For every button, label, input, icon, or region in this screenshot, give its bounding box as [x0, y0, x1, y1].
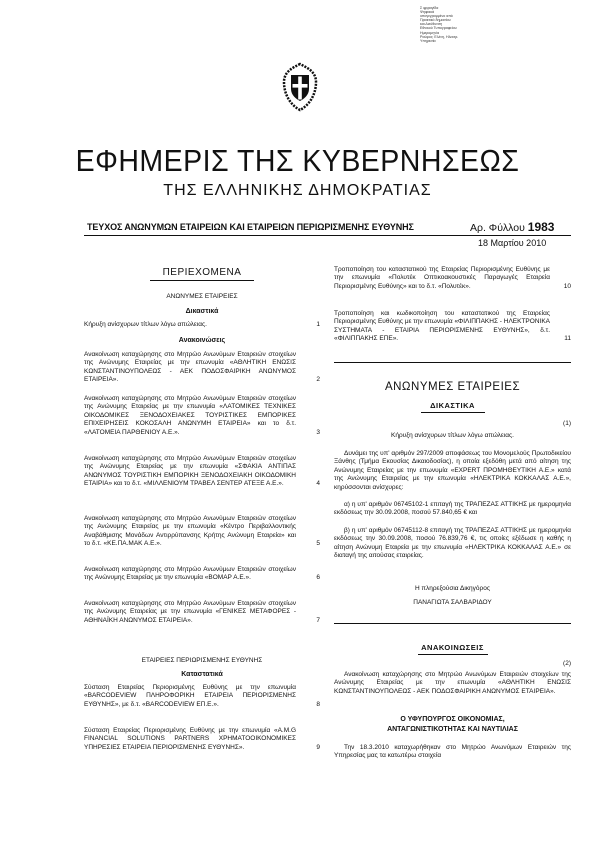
signature-role: Η πληρεξούσια Δικηγόρος	[415, 585, 490, 592]
stamp-line: υπογεγραμμένο από	[420, 14, 453, 19]
toc-entry-text: Ανακοίνωση καταχώρησης στο Μητρώο Ανωνύμων Εταιρειών στοιχείων της Ανώνυμης Εταιρείας με την επωνυμία «ΑΘΛΗΤΙΚΗ ΕΝΩΣΙΣ ΚΩΝΣΤΑΝΤΙΝΟΥΠΟΛΕΩΣ - ΑΕΚ ΠΟΔΟΣΦΑΙΡΙΚΗ ΑΝΩΝΥΜΟΣ ΕΤΑΙΡΕΙΑ».	[84, 351, 296, 384]
sheet-value: 1983	[527, 220, 555, 234]
stamp-line: και Διεύθυνση	[420, 22, 443, 27]
stamp-line: Σ φρραγίδα	[420, 6, 439, 10]
stamp-line: Εθνικού Τυπογραφείου	[420, 26, 457, 31]
toc-section-sa: ΑΝΩΝΥΜΕΣ ΕΤΑΙΡΕΙΕΣ	[166, 293, 238, 300]
coat-of-arms-icon	[280, 62, 320, 112]
toc-title-rule	[150, 280, 254, 281]
digital-signature-stamp	[420, 6, 490, 43]
toc-entry-text: Σύσταση Εταιρείας Περιορισμένης Ευθύνης με την επωνυμία «A.M.G FINANCIAL SOLUTIONS PARTNERS ΧΡΗΜΑΤΟΟΙΚΟΝΟΜΙΚΕΣ ΥΠΗΡΕΣΙΕΣ ΕΤΑΙΡΕΙΑ ΠΕΡΙΟΡΙΣΜΕΝΗΣ ΕΥΘΥΝΗΣ».	[84, 727, 296, 751]
toc-entry-text: Ανακοίνωση καταχώρησης στο Μητρώο Ανωνύμων Εταιρειών στοιχείων της Ανώνυμης Εταιρείας με την επωνυμία «ΛΑΤΟΜΙΚΕΣ ΤΕΧΝΙΚΕΣ ΟΙΚΟΔΟΜΙΚΕΣ ΞΕΝΟΔΟΧΕΙΑΚΕΣ ΤΟΥΡΙΣΤΙΚΕΣ ΕΜΠΟΡΙΚΕΣ ΕΠΙΧΕΙΡΗΣΕΙΣ ΚΟΚΟΣΑΛΗ ΑΝΩΝΥΜΗ ΕΤΑΙΡΕΙΑ» και το δ.τ. «ΛΑΤΟΜΕΙΑ ΠΑΡΘΕΝΙΟΥ Α.Ε.».	[84, 395, 296, 436]
toc-entry[interactable]	[84, 684, 320, 709]
toc-entry[interactable]	[84, 600, 320, 625]
heading-underline	[421, 412, 485, 413]
section-heading-sa: ΑΝΩΝΥΜΕΣ ΕΤΑΙΡΕΙΕΣ	[384, 381, 521, 393]
toc-entry-text: Ανακοίνωση καταχώρησης στο Μητρώο Ανωνύμων Εταιρειών στοιχείων της Ανώνυμης Εταιρείας με την επωνυμία «ΒΟΜΑΡ Α.Ε.».	[84, 566, 296, 582]
toc-entry-page: 4	[316, 480, 320, 488]
toc-entry-page: 7	[316, 616, 320, 624]
toc-entry-text: Κήρυξη ανίσχυρων τίτλων λόγω απώλειας.	[84, 321, 207, 328]
sheet-number	[470, 220, 554, 234]
notice-number: (1)	[563, 420, 571, 427]
toc-entry[interactable]	[84, 321, 320, 329]
toc-entry[interactable]	[334, 266, 571, 291]
stamp-line: Πρακτικό δημοσίου	[420, 18, 451, 23]
authority-heading: Ο ΥΦΥΠΟΥΡΓΟΣ ΟΙΚΟΝΟΜΙΑΣ,	[400, 716, 505, 723]
toc-entry[interactable]	[84, 566, 320, 583]
notice-title: Κήρυξη ανίσχυρων τίτλων λόγω απώλειας.	[391, 432, 514, 439]
section-heading-judicial: ΔΙΚΑΣΤΙΚΑ	[430, 401, 475, 410]
section-heading-announcements: ΑΝΑΚΟΙΝΩΣΕΙΣ	[421, 643, 484, 652]
toc-entry-text: Ανακοίνωση καταχώρησης στο Μητρώο Ανωνύμων Εταιρειών στοιχείων της Ανώνυμης Εταιρείας με την επωνυμία «ΣΦΑΚΙΑ ΑΝΤΙΠΑΣ ΑΝΩΝΥΜΟΣ ΤΟΥΡΙΣΤΙΚΗ ΕΜΠΟΡΙΚΗ ΞΕΝΟΔΟΧΕΙΑΚΗ ΟΙΚΟΔΟΜΙΚΗ ΕΤΑΙΡΙΑ» και το δ.τ. «ΜΙΛΛΕΝΙΟΥΜ ΤΡΑΒΕΛ ΣΕΝΤΕΡ ΑΤΕΞΕ Α.Ε.».	[84, 455, 296, 488]
toc-entry-page: 6	[316, 574, 320, 582]
header-rule	[84, 235, 571, 236]
toc-subsection-judicial: Δικαστικά	[185, 308, 219, 315]
gazette-subtitle: ΤΗΣ ΕΛΛΗΝΙΚΗΣ ΔΗΜΟΚΡΑΤΙΑΣ	[163, 182, 432, 199]
paragraph: Ανακοίνωση καταχώρησης στο Μητρώο Ανωνύμων Εταιρειών στοιχείων της Ανώνυμης Εταιρείας με την επωνυμία «ΑΘΛΗΤΙΚΗ ΕΝΩΣΙΣ ΚΩΝΣΤΑΝΤΙΝΟΥΠΟΛΕΩΣ - ΑΕΚ ΠΟΔΟΣΦΑΙΡΙΚΗ ΑΝΩΝΥΜΟΣ ΕΤΑΙΡΕΙΑ».	[334, 671, 571, 695]
stamp-line: Ρούφος: Ελένη, Ηλεκτρ.	[420, 34, 459, 39]
toc-entry[interactable]	[84, 351, 320, 385]
section-rule	[334, 362, 571, 363]
toc-entry-text: Τροποποίηση του καταστατικού της Εταιρείας Περιορισμένης Ευθύνης με την επωνυμία «Πολυτέκ Οπτικοακουστικές Παραγωγές Εταιρεία Περιορισμένης Ευθύνης» και το δ.τ. «Πολυτέκ».	[334, 266, 550, 290]
paragraph: α) η υπ' αριθμόν 06745102-1 επιταγή της ΤΡΑΠΕΖΑΣ ΑΤΤΙΚΗΣ με ημερομηνία εκδόσεως την 30.09.2008, ποσού 57.840,65 € και	[334, 501, 571, 517]
heading-underline	[418, 654, 488, 655]
paragraph: Δυνάμει της υπ' αριθμόν 297/2009 αποφάσεως του Μονομελούς Πρωτοδικείου Ξάνθης (Τμήμα Εκουσίας Δικαιοδοσίας), η οποία εξεδόθη μετά από αίτηση της Ανώνυμης Εταιρείας με την επωνυμία «EXPERT ΠΡΟΜΗΘΕΥΤΙΚΗ Α.Ε.» κατά της Ανώνυμης Εταιρείας με την επωνυμία «ΗΛΕΚΤΡΙΚΑ ΚΟΚΚΑΛΑΣ Α.Ε.», κηρύσσονται ανίσχυρες:	[334, 450, 571, 491]
toc-entry[interactable]	[84, 455, 320, 489]
toc-entry-text: Ανακοίνωση καταχώρησης στο Μητρώο Ανωνύμων Εταιρειών στοιχείων της Ανώνυμης Εταιρείας με την επωνυμία «ΓΕΝΙΚΕΣ ΜΕΤΑΦΟΡΕΣ - ΑΘΗΝΑΪΚΗ ΑΝΩΝΥΜΟΣ ΕΤΑΙΡΕΙΑ».	[84, 600, 296, 624]
sheet-label: Αρ. Φύλλου	[470, 222, 525, 234]
notice-number: (2)	[563, 660, 571, 667]
issue-type: ΤΕΥΧΟΣ ΑΝΩΝΥΜΩΝ ΕΤΑΙΡΕΙΩΝ ΚΑΙ ΕΤΑΙΡΕΙΩΝ ΠΕΡΙΩΡΙΣΜΕΝΗΣ ΕΥΘΥΝΗΣ	[87, 222, 414, 232]
toc-entry-page: 11	[564, 335, 571, 343]
stamp-line: Ημερομηνία	[420, 30, 440, 35]
toc-entry-page: 10	[563, 282, 571, 290]
toc-section-ltd: ΕΤΑΙΡΕΙΕΣ ΠΕΡΙΩΡΙΣΜΕΝΗΣ ΕΥΘΥΝΗΣ	[141, 657, 263, 664]
paragraph: β) η υπ' αριθμόν 06745112-8 επιταγή της ΤΡΑΠΕΖΑΣ ΑΤΤΙΚΗΣ με ημερομηνία εκδόσεως την 30.09.2008, ποσού 76.839,76 €, τις οποίες εξέδωσε η καθής η αίτηση Ανώνυμη Εταιρεία με την επωνυμία «ΗΛΕΚΤΡΙΚΑ ΚΟΚΚΑΛΑΣ Α.Ε.» σε διαταγή της αιτούσας εταιρείας.	[334, 527, 571, 560]
toc-entry-page: 9	[316, 743, 320, 751]
toc-entry[interactable]	[84, 515, 320, 549]
stamp-line: Ψηφιακά	[420, 10, 435, 15]
toc-title: ΠΕΡΙΕΧΟΜΕΝΑ	[162, 267, 242, 278]
stamp-line: Υπηρεσία	[420, 38, 436, 43]
authority-heading: ΑΝΤΑΓΩΝΙΣΤΙΚΟΤΗΤΑΣ ΚΑΙ ΝΑΥΤΙΛΙΑΣ	[387, 726, 518, 733]
gazette-title: ΕΦΗΜΕΡΙΣ ΤΗΣ ΚΥΒΕΡΝΗΣΕΩΣ	[75, 143, 520, 178]
toc-entry[interactable]	[334, 310, 571, 344]
signature-name: ΠΑΝΑΓΙΩΤΑ ΣΑΛΒΑΡΙΔΟΥ	[413, 599, 492, 606]
toc-entry-page: 2	[316, 376, 320, 384]
toc-subsection-statutes: Καταστατικά	[181, 671, 223, 678]
toc-entry-page: 5	[316, 540, 320, 548]
toc-subsection-announcements: Ανακοινώσεις	[178, 337, 226, 344]
paragraph: Την 18.3.2010 καταχωρήθηκαν στο Μητρώο Ανωνύμων Εταιρειών της Υπηρεσίας μας τα κατωτέρω στοιχεία	[334, 744, 571, 760]
toc-entry-page: 3	[316, 428, 320, 436]
issue-date: 18 Μαρτίου 2010	[478, 238, 547, 248]
toc-entry-page: 8	[316, 700, 320, 708]
toc-entry-text: Ανακοίνωση καταχώρησης στο Μητρώο Ανωνύμων Εταιρειών στοιχείων της Ανώνυμης Εταιρείας με την επωνυμία «Κέντρο Περιβαλλοντικής Αναβάθμισης Μονάδων Αντιρρύπανσης Κρήτης Ανώνυμη Εταιρεία» και το δ.τ. «ΚΕ.ΠΑ.ΜΑΚ Α.Ε.».	[84, 515, 296, 548]
toc-entry[interactable]	[84, 395, 320, 437]
section-rule	[334, 623, 571, 624]
toc-entry-page: 1	[316, 321, 320, 328]
toc-entry[interactable]	[84, 727, 320, 752]
toc-entry-text: Τροποποίηση και κωδικοποίηση του καταστατικού της Εταιρείας Περιορισμένης Ευθύνης με την επωνυμία «ΦΙΛΙΠΠΑΚΗΣ - ΗΛΕΚΤΡΟΝΙΚΑ ΣΥΣΤΗΜΑΤΑ - ΕΤΑΙΡΙΑ ΠΕΡΙΟΡΙΣΜΕΝΗΣ ΕΥΘΥΝΗΣ», δ.τ. «ΦΙΛΙΠΠΑΚΗΣ ΕΠΕ».	[334, 310, 550, 343]
toc-entry-text: Σύσταση Εταιρείας Περιορισμένης Ευθύνης με την επωνυμία «BARCODEVIEW ΠΛΗΡΟΦΟΡΙΚΗ ΕΤΑΙΡΕΙΑ ΠΕΡΙΟΡΙΣΜΕΝΗΣ ΕΥΘΥΝΗΣ», με δ.τ. «BARCODEVIEW ΕΠ.Ε.».	[84, 684, 296, 708]
